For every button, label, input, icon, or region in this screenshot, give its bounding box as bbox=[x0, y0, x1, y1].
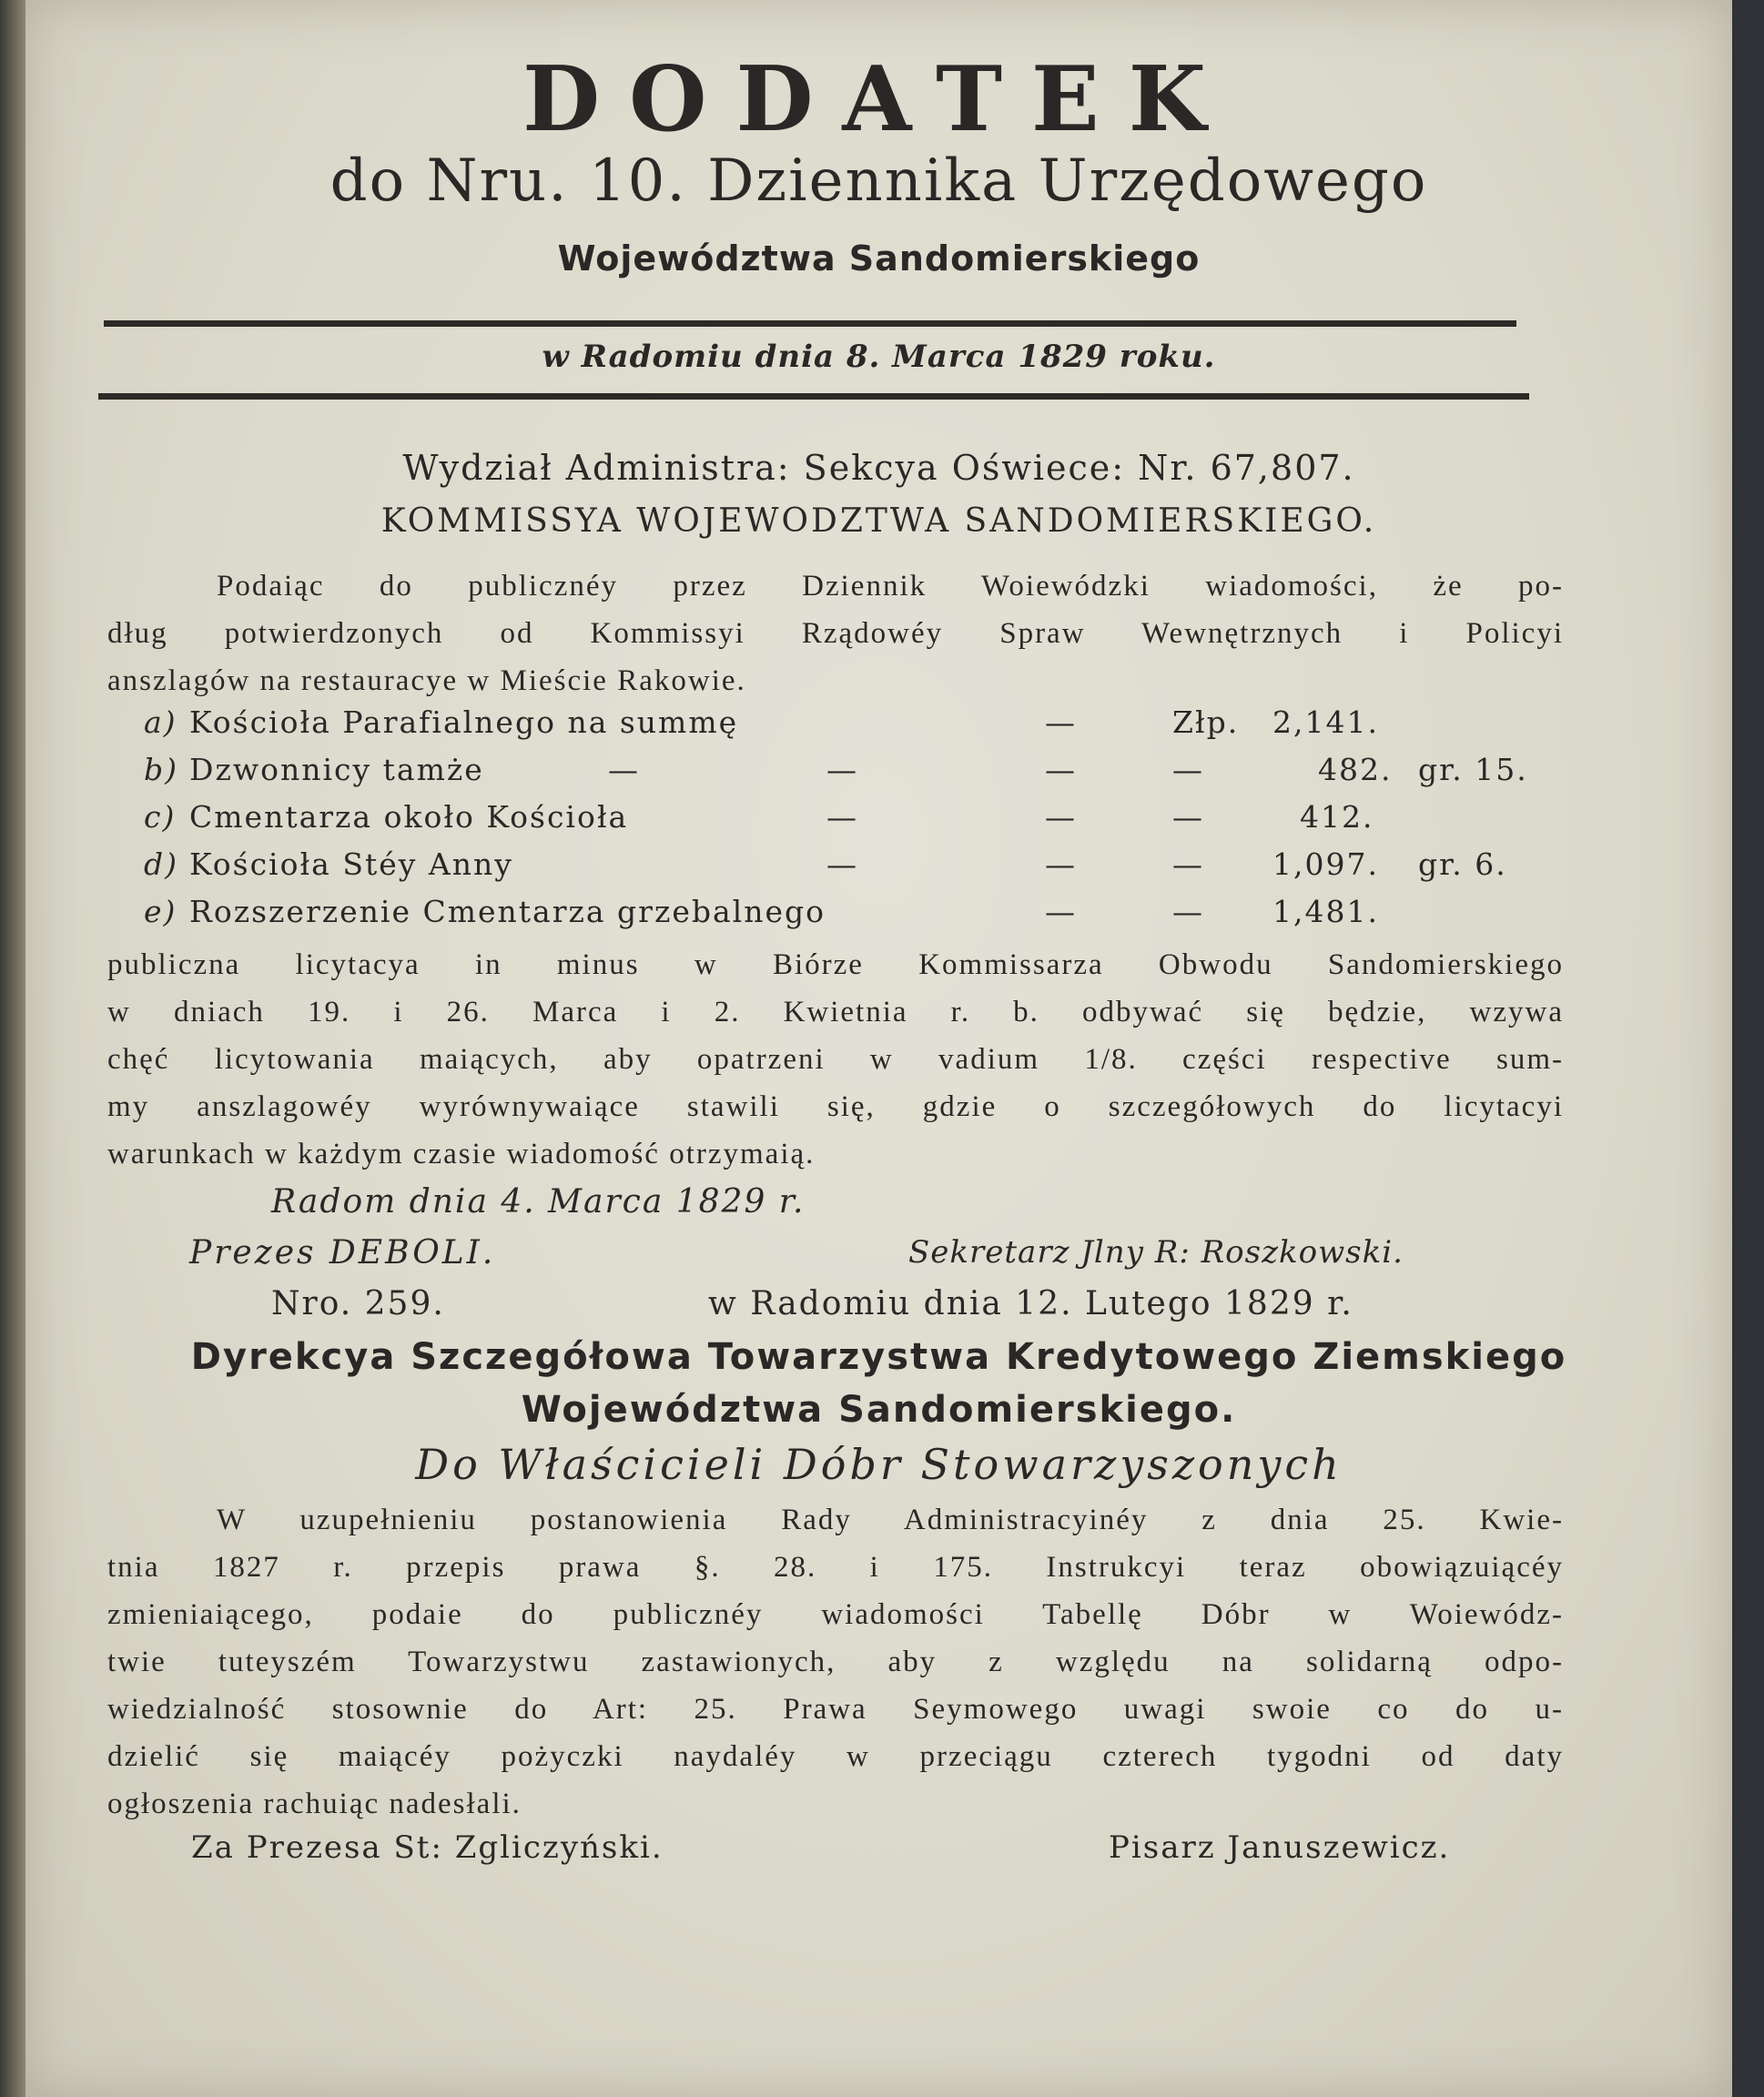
issue-dateline: w Radomiu dnia 8. Marca 1829 roku. bbox=[542, 339, 1216, 375]
item-dash: — bbox=[826, 846, 858, 882]
notice1-president: Prezes DEBOLI. bbox=[189, 1234, 496, 1271]
item-currency: Złp. bbox=[1172, 704, 1240, 740]
item-letter: e) bbox=[144, 894, 177, 929]
notice1-intro-line3: anszlagów na restauracye w Mieście Rakowie. bbox=[107, 664, 746, 697]
notice2-text-line7: ogłoszenia rachuiąc nadesłali. bbox=[107, 1788, 522, 1820]
item-dash: — bbox=[1045, 894, 1077, 929]
item-amount: 2,141. bbox=[1272, 704, 1379, 740]
item-text: Kościoła Parafialnego na summę bbox=[189, 704, 739, 740]
item-amount: 482. bbox=[1318, 752, 1393, 787]
item-amount: 1,481. bbox=[1272, 894, 1379, 929]
notice2-addressee: Do Właścicieli Dóbr Stowarzyszonych bbox=[415, 1440, 1343, 1489]
item-text: Kościoła Stéy Anny bbox=[189, 846, 513, 882]
item-dash: — bbox=[1172, 894, 1204, 929]
item-dash: — bbox=[1045, 846, 1077, 882]
item-text: Cmentarza około Kościoła bbox=[189, 799, 629, 835]
notice2-authority: Dyrekcya Szczegółowa Towarzystwa Kredytowego Ziemskiego bbox=[190, 1336, 1567, 1378]
item-amount: 1,097. bbox=[1272, 846, 1379, 882]
item-dash: — bbox=[1045, 752, 1077, 787]
list-item bbox=[107, 752, 1564, 799]
list-item bbox=[107, 846, 1564, 894]
notice1-secretary: Sekretarz Jlny R: Roszkowski. bbox=[908, 1234, 1404, 1271]
item-dash: — bbox=[608, 752, 640, 787]
notice2-text-line1: W uzupełnieniu postanowienia Rady Administracyinéy z dnia 25. Kwie- bbox=[217, 1504, 1564, 1536]
notice2-text-line5: wiedzialność stosownie do Art: 25. Prawa Seymowego uwagi swoie co do u- bbox=[107, 1693, 1564, 1726]
notice2-sign-right: Pisarz Januszewicz. bbox=[1109, 1829, 1451, 1866]
notice1-text-line1: publiczna licytacya in minus w Biórze Kommissarza Obwodu Sandomierskiego bbox=[107, 948, 1564, 981]
item-letter: b) bbox=[144, 752, 178, 787]
document-subtitle: do Nru. 10. Dziennika Urzędowego bbox=[329, 147, 1428, 215]
item-text: Rozszerzenie Cmentarza grzebalnego bbox=[189, 894, 826, 929]
item-dash: — bbox=[1045, 799, 1077, 835]
item-letter: c) bbox=[144, 799, 177, 835]
item-dash: — bbox=[1172, 752, 1204, 787]
notice1-text-line3: chęć licytowania maiących, aby opatrzeni w vadium 1/8. części respective sum- bbox=[107, 1043, 1564, 1076]
notice1-text-line4: my anszlagowéy wyrównywaiące stawili się, gdzie o szczegółowych do licytacyi bbox=[107, 1090, 1564, 1123]
notice2-sign-left: Za Prezesa St: Zgliczyński. bbox=[191, 1829, 664, 1866]
notice1-authority: KOMMISSYA WOJEWODZTWA SANDOMIERSKIEGO. bbox=[380, 502, 1377, 540]
item-grosz: gr. 15. bbox=[1418, 752, 1528, 787]
document-title: DODATEK bbox=[522, 47, 1235, 152]
notice2-number: Nro. 259. bbox=[271, 1285, 445, 1322]
notice2-text-line2: tnia 1827 r. przepis prawa §. 28. i 175. Instrukcyi teraz obowiązuiącéy bbox=[107, 1551, 1564, 1584]
list-item bbox=[107, 799, 1564, 846]
bottom-rule bbox=[98, 393, 1529, 400]
notice2-text-line3: zmieniaiącego, podaie do publicznéy wiadomości Tabellę Dóbr w Woiewódz- bbox=[107, 1598, 1564, 1631]
item-dash: — bbox=[1045, 704, 1077, 740]
book-binding bbox=[0, 0, 25, 2097]
item-letter: d) bbox=[144, 846, 178, 882]
list-item bbox=[107, 894, 1564, 941]
notice2-date: w Radomiu dnia 12. Lutego 1829 r. bbox=[708, 1285, 1353, 1322]
document-page bbox=[25, 0, 1732, 2097]
item-dash: — bbox=[826, 799, 858, 835]
notice1-place-date: Radom dnia 4. Marca 1829 r. bbox=[271, 1183, 806, 1221]
notice2-text-line4: twie tuteyszém Towarzystwu zastawionych, aby z względu na solidarną odpo- bbox=[107, 1646, 1564, 1678]
notice1-reference: Wydział Administra: Sekcya Oświece: Nr. 67,807. bbox=[402, 448, 1355, 488]
document-subtitle-province: Województwa Sandomierskiego bbox=[557, 238, 1201, 279]
item-dash: — bbox=[1172, 799, 1204, 835]
list-item bbox=[107, 704, 1564, 752]
notice1-text-line2: w dniach 19. i 26. Marca i 2. Kwietnia r. b. odbywać się będzie, wzywa bbox=[107, 996, 1564, 1028]
notice2-authority-province: Województwa Sandomierskiego. bbox=[521, 1389, 1237, 1431]
top-rule bbox=[104, 320, 1516, 327]
item-amount: 412. bbox=[1300, 799, 1374, 835]
notice1-intro-line2: dług potwierdzonych od Kommissyi Rządowéy Spraw Wewnętrznych i Policyi bbox=[107, 617, 1564, 650]
notice1-intro-line1: Podaiąc do publicznéy przez Dziennik Woiewódzki wiadomości, że po- bbox=[217, 570, 1564, 603]
notice1-text-line5: warunkach w każdym czasie wiadomość otrzymaią. bbox=[107, 1138, 816, 1170]
item-dash: — bbox=[826, 752, 858, 787]
item-text: Dzwonnicy tamże bbox=[189, 752, 484, 787]
notice2-text-line6: dzielić się maiącéy pożyczki naydaléy w przeciągu czterech tygodni od daty bbox=[107, 1740, 1564, 1773]
item-grosz: gr. 6. bbox=[1418, 846, 1507, 882]
item-dash: — bbox=[1172, 846, 1204, 882]
item-letter: a) bbox=[144, 704, 177, 740]
